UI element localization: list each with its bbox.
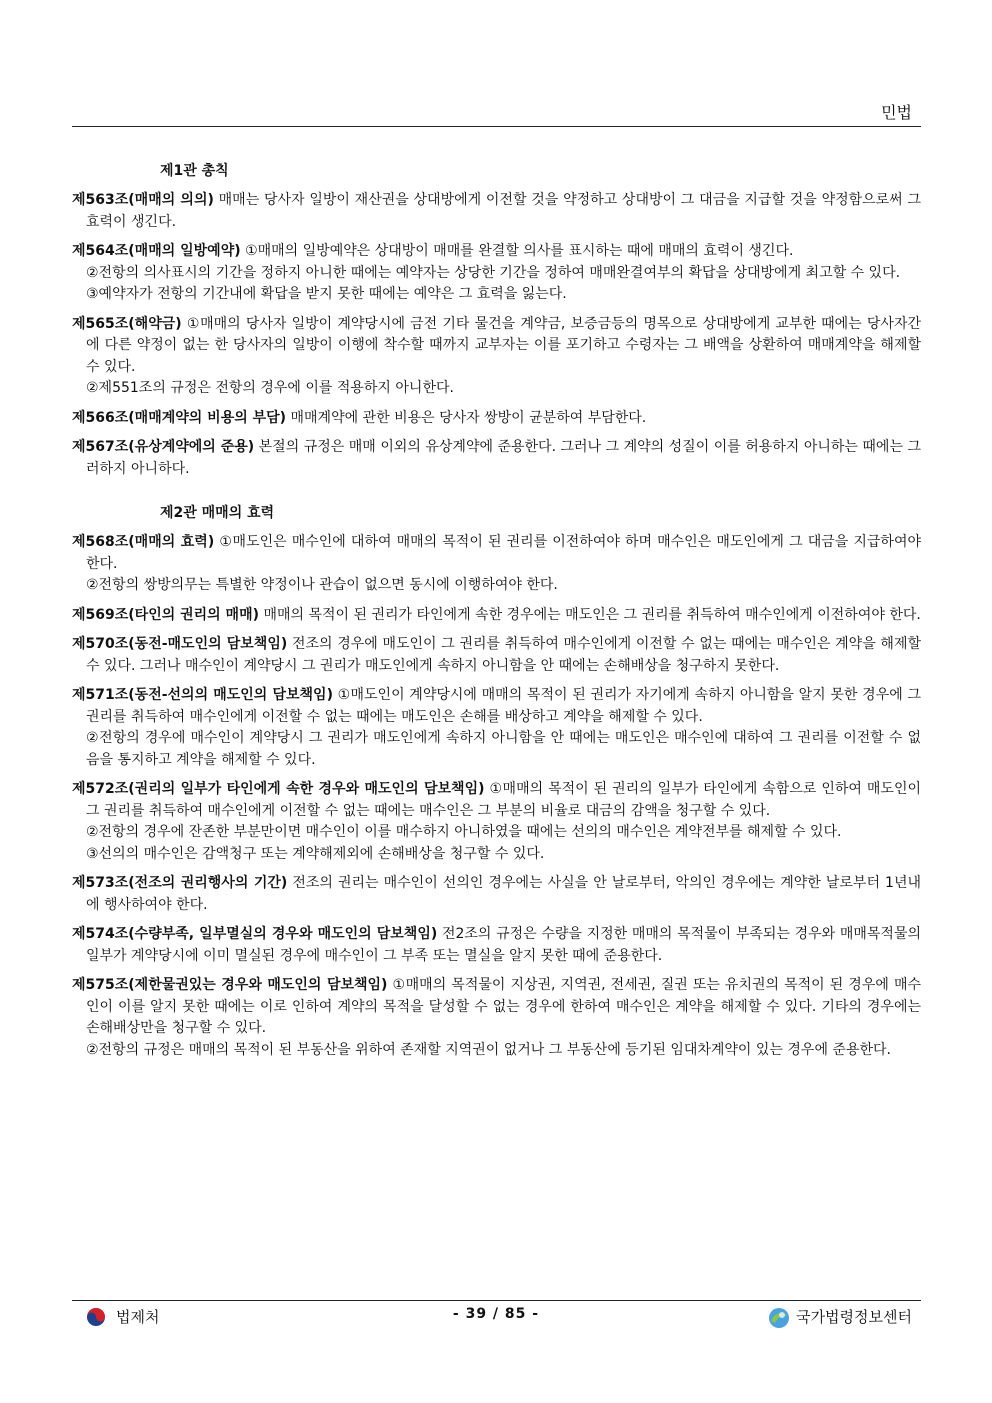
article-text: 매매계약에 관한 비용은 당사자 쌍방이 균분하여 부담한다. (286, 409, 647, 426)
section-heading: 제2관 매매의 효력 (160, 505, 275, 521)
article-text: ①매매의 당사자 일방이 계약당시에 금전 기타 물건을 계약금, 보증금등의 명목으로 상대방에게 교부한 때에는 당사자간에 다른 약정이 없는 한 당사자의 일방이 이행에 착수할 때까지 교부자는 이를 포기하고 수령자는 그 배액을 상환하여 매매계약을 해제할 수 있다. (86, 315, 921, 375)
law-center-logo-icon (768, 1307, 788, 1327)
article-first-paragraph (72, 779, 921, 822)
article-paragraph: ②전항의 경우에 잔존한 부분만이면 매수인이 이를 매수하지 아니하였을 때에는 선의의 매수인은 계약전부를 해제할 수 있다. (86, 824, 842, 840)
article-first-paragraph (72, 241, 921, 263)
article (72, 241, 921, 306)
article-text: 전조의 권리는 매수인이 선의인 경우에는 사실을 안 날로부터, 악의인 경우에는 계약한 날로부터 1년내에 행사하여야 한다. (86, 875, 921, 913)
header-title: 민법 (881, 103, 912, 122)
footer-left-label: 법제처 (116, 1308, 160, 1326)
article-first-paragraph (72, 975, 921, 1040)
article-text: ①매매의 목적물이 지상권, 지역권, 전세권, 질권 또는 유치권의 목적이 된 경우에 매수인이 이를 알지 못한 때에는 이로 인하여 계약의 목적을 달성할 수 없는 경우에 한하여 매수인은 계약을 해제할 수 있다. 기타의 경우에는 손해배상만을 청구할 수 있다. (86, 977, 921, 1036)
article (72, 408, 921, 430)
article-paragraph: ②전항의 의사표시의 기간을 정하지 아니한 때에는 예약자는 상당한 기간을 정하여 매매완결여부의 확답을 상대방에게 최고할 수 있다. (86, 264, 901, 281)
article-title: 제565조(해약금) (72, 315, 182, 332)
article-first-paragraph (72, 408, 921, 430)
article-first-paragraph (72, 190, 921, 233)
article-text: 매매는 당사자 일방이 재산권을 상대방에게 이전할 것을 약정하고 상대방이 그 대금을 지급할 것을 약정함으로써 그 효력이 생긴다. (86, 192, 922, 230)
article-title: 제563조(매매의 의의) (72, 192, 214, 208)
article-paragraph: ②전항의 경우에 매수인이 계약당시 그 권리가 매도인에게 속하지 아니함을 안 때에는 매도인은 매수인에 대하여 그 권리를 이전할 수 없음을 통지하고 계약을 해제할 수 있다. (86, 730, 921, 768)
article-paragraph: ②제551조의 규정은 전항의 경우에 이를 적용하지 아니한다. (86, 380, 454, 396)
document-body (72, 160, 921, 1069)
article (72, 685, 921, 771)
article-text: ①매도인은 매수인에 대하여 매매의 목적이 된 권리를 이전하여야 하며 매수인은 매도인에게 그 대금을 지급하여야 한다. (86, 534, 921, 572)
article-text: ①매매의 일방예약은 상대방이 매매를 완결할 의사를 표시하는 때에 매매의 효력이 생긴다. (240, 243, 794, 259)
page-number: - 39 / 85 - (452, 1306, 540, 1322)
article-first-paragraph (72, 924, 921, 967)
article (72, 924, 921, 967)
article-text: ①매도인이 계약당시에 매매의 목적이 된 권리가 자기에게 속하지 아니함을 알지 못한 경우에 그 권리를 취득하여 매수인에게 이전할 수 없는 때에는 매도인은 손해를 배상하고 계약을 해제할 수 있다. (86, 687, 921, 725)
article-text: 전2조의 규정은 수량을 지정한 매매의 목적물이 부족되는 경우와 매매목적물의 일부가 계약당시에 이미 멸실된 경우에 매수인이 그 부족 또는 멸실을 알지 못한 때에 준용한다. (86, 926, 921, 964)
article-paragraph: ③선의의 매수인은 감액청구 또는 계약해제외에 손해배상을 청구할 수 있다. (86, 845, 545, 862)
header-divider (72, 126, 921, 127)
footer-right-label: 국가법령정보센터 (796, 1308, 912, 1326)
article-first-paragraph (72, 437, 921, 480)
article-text: 전조의 경우에 매도인이 그 권리를 취득하여 매수인에게 이전할 수 없는 때에는 매수인은 계약을 해제할 수 있다. 그러나 매수인이 계약당시 그 권리가 매도인에게 속하지 아니함을 안 때에는 손해배상을 청구하지 못한다. (86, 636, 921, 674)
article-title: 제568조(매매의 효력) (72, 534, 215, 550)
article (72, 190, 921, 233)
article (72, 314, 921, 400)
article-first-paragraph (72, 634, 921, 677)
article-paragraph: ②전항의 쌍방의무는 특별한 약정이나 관습이 없으면 동시에 이행하여야 한다. (86, 577, 558, 593)
article-title: 제569조(타인의 권리의 매매) (72, 606, 260, 623)
article (72, 532, 921, 597)
article (72, 779, 921, 865)
footer-divider (72, 1300, 921, 1301)
article-first-paragraph (72, 605, 921, 627)
article-title: 제571조(동전-선의의 매도인의 담보책임) (72, 687, 333, 703)
article-title: 제573조(전조의 권리행사의 기간) (72, 875, 288, 891)
article-first-paragraph (72, 314, 921, 379)
article-title: 제564조(매매의 일방예약) (72, 243, 241, 259)
article-first-paragraph (72, 685, 921, 728)
article (72, 975, 921, 1061)
article-text: 본절의 규정은 매매 이외의 유상계약에 준용한다. 그러나 그 계약의 성질이 이를 허용하지 아니하는 때에는 그러하지 아니하다. (86, 439, 921, 477)
article-paragraph: ③예약자가 전항의 기간내에 확답을 받지 못한 때에는 예약은 그 효력을 잃는다. (86, 286, 567, 302)
article-title: 제575조(제한물권있는 경우와 매도인의 담보책임) (72, 977, 388, 993)
article-title: 제570조(동전-매도인의 담보책임) (72, 636, 288, 652)
article-first-paragraph (72, 532, 921, 575)
article-title: 제567조(유상계약에의 준용) (72, 439, 255, 455)
article (72, 437, 921, 480)
article-title: 제574조(수량부족, 일부멸실의 경우와 매도인의 담보책임) (72, 926, 438, 942)
section-heading: 제1관 총칙 (160, 163, 229, 179)
article (72, 873, 921, 916)
footer-law-center (768, 1306, 912, 1327)
article-paragraph: ②전항의 규정은 매매의 목적이 된 부동산을 위하여 존재할 지역권이 없거나 그 부동산에 등기된 임대차계약이 있는 경우에 준용한다. (86, 1041, 891, 1058)
article-first-paragraph (72, 873, 921, 916)
article-text: ①매매의 목적이 된 권리의 일부가 타인에게 속함으로 인하여 매도인이 그 권리를 취득하여 매수인에게 이전할 수 없는 때에는 매수인은 그 부분의 비율로 대금의 감액을 청구할 수 있다. (86, 781, 921, 819)
article-title: 제572조(권리의 일부가 타인에게 속한 경우와 매도인의 담보책임) (72, 781, 485, 797)
article-text: 매매의 목적이 된 권리가 타인에게 속한 경우에는 매도인은 그 권리를 취득하여 매수인에게 이전하여야 한다. (259, 606, 921, 623)
article (72, 605, 921, 627)
article-title: 제566조(매매계약의 비용의 부담) (72, 409, 287, 426)
article (72, 634, 921, 677)
